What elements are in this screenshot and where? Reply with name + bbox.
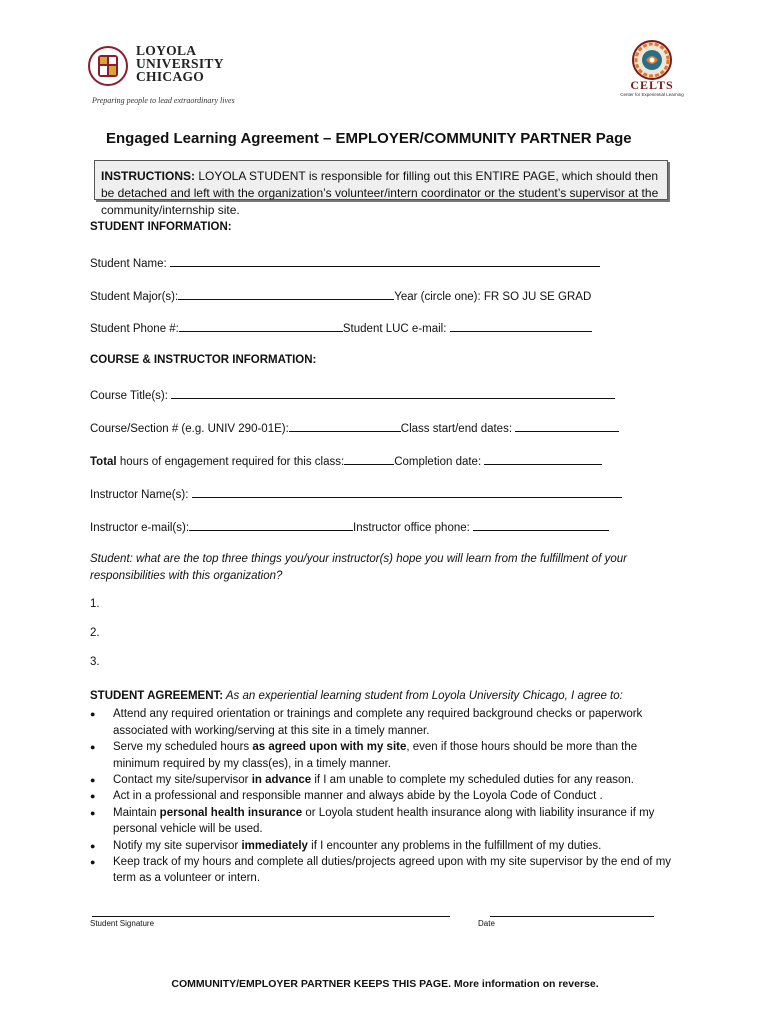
- student-phone-row: [90, 320, 592, 335]
- course-title-row: [90, 387, 615, 402]
- date-label: Date: [478, 919, 495, 928]
- agreement-bullet-emphasis: personal health insurance: [159, 806, 303, 819]
- course-title-field[interactable]: [171, 387, 615, 399]
- celts-wordmark: CELTS: [630, 78, 674, 92]
- agreement-bullet: [90, 706, 680, 739]
- student-agreement: [90, 688, 680, 887]
- agreement-intro-text: As an experiential learning student from Loyola University Chicago, I agree to:: [223, 690, 623, 702]
- student-name-label: Student Name:: [90, 258, 167, 270]
- student-name-row: [90, 255, 600, 270]
- student-major-label: Student Major(s):: [90, 291, 179, 303]
- agreement-bullet: [90, 838, 680, 854]
- agreement-intro: [90, 688, 680, 704]
- instructor-email-row: [90, 519, 609, 534]
- course-info-heading: COURSE & INSTRUCTOR INFORMATION:: [90, 354, 317, 366]
- student-email-field[interactable]: [450, 320, 592, 332]
- celts-subtext: Center for Experiential Learning: [620, 92, 684, 97]
- agreement-bullet-text-end: or Loyola student health insurance along with liability insurance if my personal vehicle will be used.: [113, 806, 655, 836]
- celts-emblem-icon: [616, 40, 688, 80]
- completion-date-field[interactable]: [484, 453, 602, 465]
- instructor-name-field[interactable]: [192, 486, 622, 498]
- agreement-bullet-text-end: if I encounter any problems in the fulfillment of my duties.: [307, 839, 602, 852]
- agreement-bullet: [90, 772, 680, 788]
- agreement-list: [90, 706, 680, 886]
- student-info-heading: STUDENT INFORMATION:: [90, 221, 232, 233]
- year-label: Year (circle one): FR SO JU SE GRAD: [394, 291, 592, 303]
- hours-row: [90, 453, 602, 468]
- learning-goals-question: Student: what are the top three things you/your instructor(s) hope you will learn from the fulfillment of your responsibilities with this organization?: [90, 553, 627, 582]
- instructor-phone-field[interactable]: [473, 519, 609, 531]
- agreement-bullet: [90, 739, 680, 772]
- student-signature-line[interactable]: [92, 916, 450, 917]
- agreement-bullet-text: Contact my site/supervisor: [113, 774, 252, 787]
- instructor-name-label: Instructor Name(s):: [90, 489, 189, 501]
- agreement-bullet-emphasis: as agreed upon with my site: [252, 741, 407, 754]
- agreement-bullet-text: Keep track of my hours and complete all duties/projects agreed upon with my site supervisor by the end of my term as a volunteer or intern.: [113, 856, 672, 885]
- agreement-bullet-emphasis: in advance: [251, 774, 312, 787]
- goal-item-2: 2.: [90, 627, 100, 639]
- loyola-logo: [88, 44, 248, 108]
- agreement-heading: STUDENT AGREEMENT:: [90, 690, 224, 702]
- agreement-bullet-text-end: , even if those hours should be more than the minimum required by my class(es), in a timely manner.: [113, 741, 638, 770]
- agreement-bullet-text: Attend any required orientation or trainings and complete any required background checks or paperwork associated with working/serving at this site in a timely manner.: [113, 708, 643, 737]
- hours-label: hours of engagement required for this class:: [116, 456, 345, 468]
- student-phone-label: Student Phone #:: [90, 323, 179, 335]
- student-signature-label: Student Signature: [90, 919, 155, 928]
- course-section-field[interactable]: [289, 420, 401, 432]
- course-title-label: Course Title(s):: [90, 390, 168, 402]
- instructor-name-row: [90, 486, 622, 501]
- student-name-field[interactable]: [170, 255, 600, 267]
- instructions-box: [94, 160, 668, 217]
- agreement-bullet: [90, 805, 680, 838]
- completion-date-label: Completion date:: [394, 456, 482, 468]
- loyola-wordmark: LOYOLA UNIVERSITY CHICAGO: [136, 43, 224, 84]
- student-email-label: Student LUC e-mail:: [342, 323, 447, 335]
- hours-field[interactable]: [344, 453, 394, 465]
- class-dates-field[interactable]: [515, 420, 619, 432]
- student-phone-field[interactable]: [179, 320, 343, 332]
- date-line[interactable]: [490, 916, 654, 917]
- instructor-phone-label: Instructor office phone:: [353, 522, 470, 534]
- instructor-email-field[interactable]: [189, 519, 353, 531]
- agreement-bullet-text: Maintain: [113, 806, 160, 819]
- goal-item-3: 3.: [90, 656, 100, 668]
- course-section-label: Course/Section # (e.g. UNIV 290-01E):: [90, 423, 289, 435]
- instructions-label: INSTRUCTIONS:: [101, 169, 195, 183]
- instructions-text: LOYOLA STUDENT is responsible for filling out this ENTIRE PAGE, which should then be detached and left with the organization’s volunteer/intern coordinator or the student’s supervisor at the community/internship site.: [101, 169, 659, 217]
- student-major-row: [90, 288, 591, 303]
- celts-logo: [616, 40, 688, 108]
- agreement-bullet-text-end: if I am unable to complete my scheduled duties for any reason.: [311, 774, 634, 787]
- course-section-row: [90, 420, 619, 435]
- student-major-field[interactable]: [178, 288, 394, 300]
- footer-note: COMMUNITY/EMPLOYER PARTNER KEEPS THIS PAGE. More information on reverse.: [171, 978, 599, 990]
- total-bold-label: Total: [90, 456, 117, 468]
- instructor-email-label: Instructor e-mail(s):: [90, 522, 190, 534]
- page-title: Engaged Learning Agreement – EMPLOYER/COMMUNITY PARTNER Page: [106, 130, 632, 147]
- agreement-bullet: [90, 788, 680, 804]
- agreement-bullet-text: Act in a professional and responsible manner and always abide by the Loyola Code of Conduct .: [113, 790, 603, 803]
- agreement-bullet: [90, 854, 680, 887]
- class-dates-label: Class start/end dates:: [400, 423, 513, 435]
- agreement-bullet-emphasis: immediately: [241, 839, 308, 852]
- agreement-bullet-text: Serve my scheduled hours: [113, 741, 253, 754]
- agreement-bullet-text: Notify my site supervisor: [113, 839, 242, 852]
- loyola-seal-icon: [88, 46, 132, 86]
- goal-item-1: 1.: [90, 598, 100, 610]
- loyola-tagline: Preparing people to lead extraordinary lives: [92, 96, 235, 105]
